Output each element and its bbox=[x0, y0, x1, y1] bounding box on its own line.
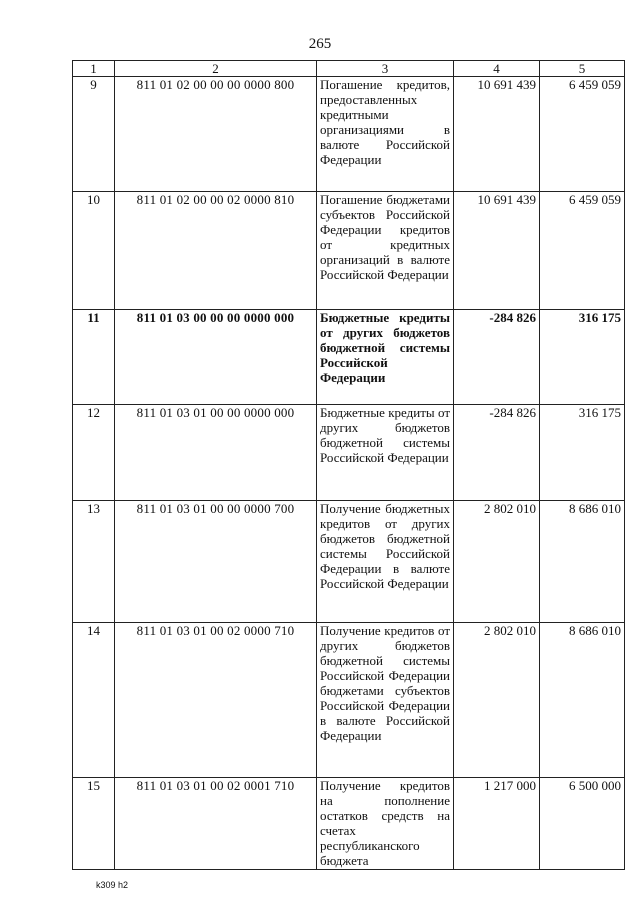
column-header-3: 3 bbox=[317, 61, 454, 77]
value-col5: 6 459 059 bbox=[540, 192, 625, 310]
row-number: 14 bbox=[73, 623, 115, 778]
value-col5: 6 459 059 bbox=[540, 77, 625, 192]
table-row-15 bbox=[73, 778, 625, 870]
value-col4: 2 802 010 bbox=[454, 501, 540, 623]
column-header-4: 4 bbox=[454, 61, 540, 77]
value-col5: 8 686 010 bbox=[540, 501, 625, 623]
value-col5: 316 175 bbox=[540, 310, 625, 405]
budget-sources-table bbox=[72, 60, 625, 870]
row-number: 13 bbox=[73, 501, 115, 623]
value-col4: 2 802 010 bbox=[454, 623, 540, 778]
column-header-2: 2 bbox=[115, 61, 317, 77]
item-name: Получение кредитов от других бюджетов бюджетной системы Российской Федерации бюджетами субъектов Российской Федерации в валюте Российской Федерации bbox=[317, 623, 454, 778]
value-col5: 8 686 010 bbox=[540, 623, 625, 778]
row-number: 12 bbox=[73, 405, 115, 501]
item-name: Получение кредитов на пополнение остатков средств на счетах республиканского бюджета bbox=[317, 778, 454, 870]
footer-code: k309 h2 bbox=[96, 880, 129, 890]
value-col5: 316 175 bbox=[540, 405, 625, 501]
table-row-10 bbox=[73, 192, 625, 310]
column-header-1: 1 bbox=[73, 61, 115, 77]
table-row-11 bbox=[73, 310, 625, 405]
table-row-9 bbox=[73, 77, 625, 192]
row-number: 10 bbox=[73, 192, 115, 310]
value-col4: -284 826 bbox=[454, 310, 540, 405]
column-header-5: 5 bbox=[540, 61, 625, 77]
table-row-12 bbox=[73, 405, 625, 501]
value-col5: 6 500 000 bbox=[540, 778, 625, 870]
item-name: Погашение кредитов, предоставленных кредитными организациями в валюте Российской Федерации bbox=[317, 77, 454, 192]
value-col4: 1 217 000 bbox=[454, 778, 540, 870]
budget-code: 811 01 03 01 00 00 0000 700 bbox=[115, 501, 317, 623]
table-row-14 bbox=[73, 623, 625, 778]
value-col4: -284 826 bbox=[454, 405, 540, 501]
item-name: Погашение бюджетами субъектов Российской Федерации кредитов от кредитных организаций в валюте Российской Федерации bbox=[317, 192, 454, 310]
table-row-13 bbox=[73, 501, 625, 623]
row-number: 9 bbox=[73, 77, 115, 192]
item-name: Бюджетные кредиты от других бюджетов бюджетной системы Российской Федерации bbox=[317, 405, 454, 501]
budget-code: 811 01 02 00 00 02 0000 810 bbox=[115, 192, 317, 310]
value-col4: 10 691 439 bbox=[454, 77, 540, 192]
page-number: 265 bbox=[308, 36, 332, 52]
budget-code: 811 01 03 01 00 02 0001 710 bbox=[115, 778, 317, 870]
row-number: 15 bbox=[73, 778, 115, 870]
budget-code: 811 01 03 01 00 00 0000 000 bbox=[115, 405, 317, 501]
column-number-header-row bbox=[73, 61, 625, 77]
row-number: 11 bbox=[73, 310, 115, 405]
item-name: Получение бюджетных кредитов от других бюджетов бюджетной системы Российской Федерации в валюте Российской Федерации bbox=[317, 501, 454, 623]
budget-code: 811 01 03 00 00 00 0000 000 bbox=[115, 310, 317, 405]
budget-code: 811 01 02 00 00 00 0000 800 bbox=[115, 77, 317, 192]
item-name: Бюджетные кредиты от других бюджетов бюджетной системы Российской Федерации bbox=[317, 310, 454, 405]
value-col4: 10 691 439 bbox=[454, 192, 540, 310]
budget-code: 811 01 03 01 00 02 0000 710 bbox=[115, 623, 317, 778]
